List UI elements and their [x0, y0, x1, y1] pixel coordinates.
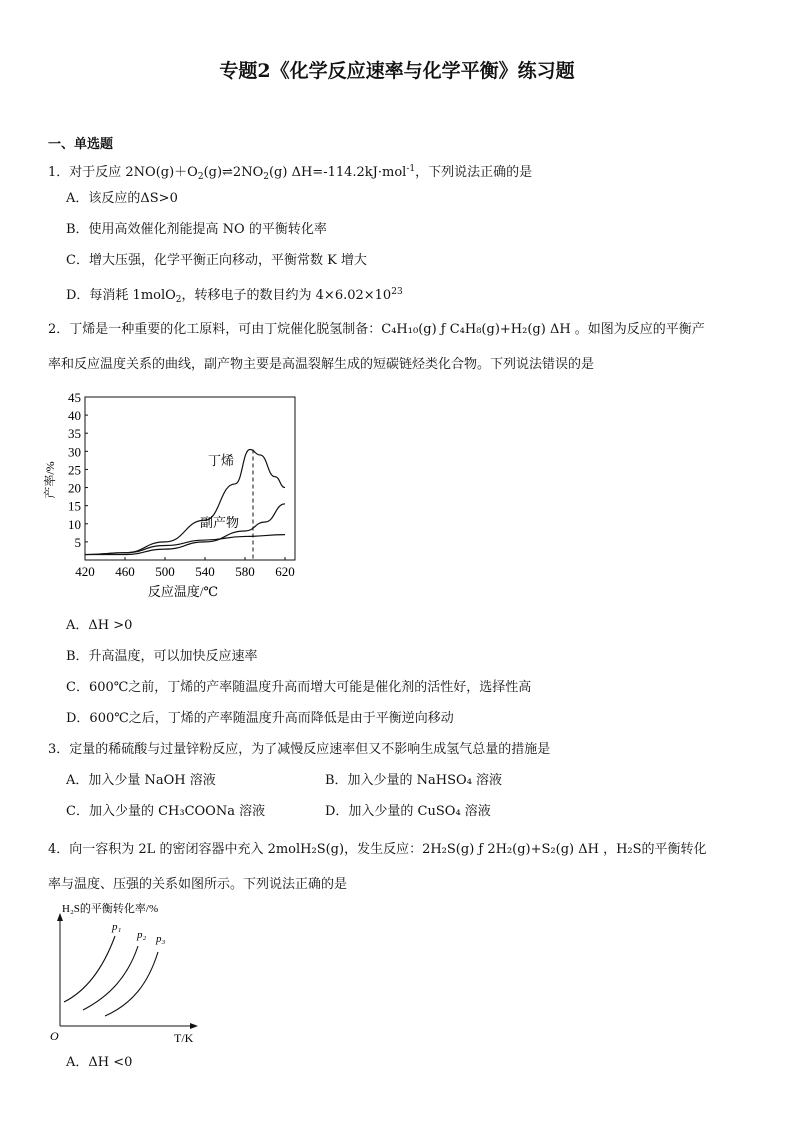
- label-p3: p₃: [156, 933, 166, 945]
- chart-2-xlabel: T/K: [174, 1031, 194, 1045]
- y-tick-label: 45: [68, 390, 81, 405]
- q1-text-b: (g)⇌2NO: [203, 165, 264, 180]
- q3-option-a[interactable]: A．加入少量 NaOH 溶液: [66, 773, 216, 788]
- q1-option-d-a: D．每消耗 1molO: [66, 288, 176, 303]
- x-tick-label: 620: [275, 564, 295, 579]
- q1-option-d-sub: 2: [175, 295, 182, 305]
- q1-text-a: 对于反应 2NO(g)＋O: [69, 165, 198, 180]
- series-line-2: [85, 535, 285, 555]
- question-2-line-1: 2．丁烯是一种重要的化工原料，可由丁烷催化脱氢制备：C₄H₁₀(g) ƒ C₄H₈(g)+H₂(g) ΔH 。如图为反应的平衡产: [48, 322, 705, 337]
- x-tick-label: 460: [115, 564, 135, 579]
- question-2-line-2: 率和反应温度关系的曲线，副产物主要是高温裂解生成的短碳链烃类化合物。下列说法错误的是: [48, 357, 595, 372]
- y-tick-label: 40: [68, 408, 81, 424]
- x-tick-label: 420: [75, 564, 95, 579]
- question-4-line-2: 率与温度、压强的关系如图所示。下列说法正确的是: [48, 877, 348, 892]
- series-line-0: [85, 450, 285, 555]
- q3-option-d[interactable]: D．加入少量的 CuSO₄ 溶液: [325, 804, 491, 819]
- y-tick-label: 30: [68, 444, 81, 460]
- chart-2-origin: O: [50, 1029, 59, 1043]
- q3-option-c[interactable]: C．加入少量的 CH₃COONa 溶液: [66, 804, 266, 819]
- label-p1: p₁: [112, 921, 122, 933]
- chart-1-xlabel: 反应温度/℃: [147, 584, 219, 599]
- x-tick-label: 540: [195, 564, 215, 579]
- question-3: 3．定量的稀硫酸与过量锌粉反应，为了减慢反应速率但又不影响生成氢气总量的措施是: [48, 742, 551, 757]
- q1-option-d-b: ，转移电子的数目约为 4×6.02×10: [181, 288, 392, 303]
- q1-sup: -1: [406, 164, 416, 174]
- x-tick-label: 580: [235, 564, 255, 579]
- q1-option-a[interactable]: A．该反应的ΔS>0: [66, 191, 178, 206]
- label-p2: p₂: [137, 929, 147, 941]
- curve-p1: [64, 936, 115, 1002]
- chart-2-x-arrow: [190, 1023, 198, 1029]
- y-tick-label: 20: [68, 480, 81, 496]
- q2-option-d[interactable]: D．600℃之后，丁烯的产率随温度升高而降低是由于平衡逆向移动: [66, 711, 454, 726]
- chart-1-ylabel: 产率/%: [43, 461, 57, 499]
- section-heading: 一、单选题: [48, 137, 114, 152]
- q1-sub-no2: 2: [263, 172, 269, 182]
- y-tick-label: 35: [68, 426, 81, 442]
- q1-text-d: ，下列说法正确的是: [415, 165, 533, 180]
- q1-sub-o2: 2: [197, 172, 204, 182]
- x-tick-label: 500: [155, 564, 175, 579]
- q2-option-a[interactable]: A．ΔH >0: [66, 618, 133, 633]
- series-line-1: [85, 504, 285, 555]
- q4-option-a[interactable]: A．ΔH <0: [66, 1055, 133, 1070]
- y-tick-label: 15: [68, 498, 81, 514]
- y-tick-label: 5: [74, 534, 81, 550]
- chart-2-ylabel: H₂S的平衡转化率/%: [62, 903, 159, 915]
- y-tick-label: 25: [68, 462, 81, 478]
- q1-option-d-sup: 23: [391, 287, 403, 297]
- question-4-line-1: 4．向一容积为 2L 的密闭容器中充入 2molH₂S(g)，发生反应：2H₂S(g) ƒ 2H₂(g)+S₂(g) ΔH ，H₂S的平衡转化: [48, 842, 707, 857]
- q1-option-d[interactable]: [66, 283, 403, 309]
- series-label-byproduct: 副产物: [200, 515, 240, 530]
- q2-option-c[interactable]: C．600℃之前，丁烯的产率随温度升高而增大可能是催化剂的活性好，选择性高: [66, 680, 532, 695]
- q2-option-b[interactable]: B．升高温度，可以加快反应速率: [66, 649, 258, 664]
- chart-2-svg: [40, 896, 210, 1046]
- question-1: [48, 160, 532, 186]
- q1-option-c[interactable]: C．增大压强，化学平衡正向移动，平衡常数 K 增大: [66, 253, 367, 268]
- chart-1-svg: [40, 382, 310, 604]
- q1-number: 1．: [48, 165, 70, 180]
- series-label-butene: 丁烯: [208, 453, 235, 468]
- q1-option-b[interactable]: B．使用高效催化剂能提高 NO 的平衡转化率: [66, 222, 327, 237]
- y-tick-label: 10: [68, 516, 81, 532]
- q3-option-b[interactable]: B．加入少量的 NaHSO₄ 溶液: [325, 773, 503, 788]
- yield-temperature-chart: [40, 382, 310, 604]
- q1-text-c: (g) ΔH=-114.2kJ·mol: [268, 165, 407, 180]
- page-title: 专题2《化学反应速率与化学平衡》练习题: [219, 60, 575, 82]
- conversion-temperature-chart: [40, 896, 210, 1046]
